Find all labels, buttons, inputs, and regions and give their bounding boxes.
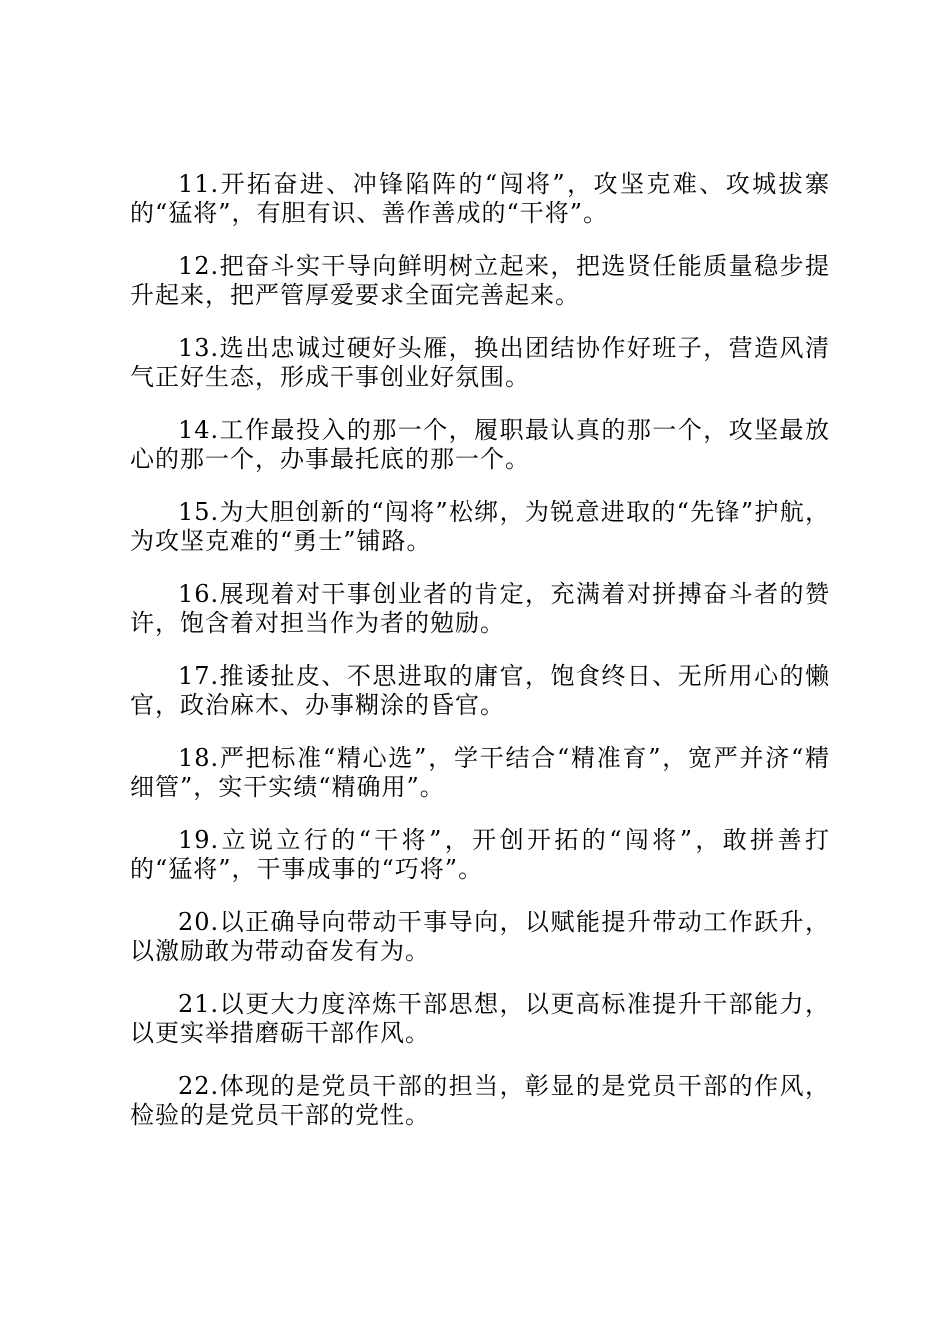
list-item: 16.展现着对干事创业者的肯定，充满着对拼搏奋斗者的赞许，饱含着对担当作为者的勉励。 (130, 580, 830, 637)
list-item: 22.体现的是党员干部的担当，彰显的是党员干部的作风，检验的是党员干部的党性。 (130, 1072, 830, 1129)
list-item: 13.选出忠诚过硬好头雁，换出团结协作好班子，营造风清气正好生态，形成干事创业好氛围。 (130, 334, 830, 391)
list-item: 14.工作最投入的那一个，履职最认真的那一个，攻坚最放心的那一个，办事最托底的那一个。 (130, 416, 830, 473)
list-item: 18.严把标准“精心选”，学干结合“精准育”，宽严并济“精细管”，实干实绩“精确用”。 (130, 744, 830, 801)
list-item: 19.立说立行的“干将”，开创开拓的“闯将”，敢拼善打的“猛将”，干事成事的“巧将”。 (130, 826, 830, 883)
list-item: 20.以正确导向带动干事导向，以赋能提升带动工作跃升，以激励敢为带动奋发有为。 (130, 908, 830, 965)
list-item: 21.以更大力度淬炼干部思想，以更高标准提升干部能力，以更实举措磨砺干部作风。 (130, 990, 830, 1047)
list-item: 17.推诿扯皮、不思进取的庸官，饱食终日、无所用心的懒官，政治麻木、办事糊涂的昏官。 (130, 662, 830, 719)
list-item: 12.把奋斗实干导向鲜明树立起来，把选贤任能质量稳步提升起来，把严管厚爱要求全面完善起来。 (130, 252, 830, 309)
list-item: 11.开拓奋进、冲锋陷阵的“闯将”，攻坚克难、攻城拔寨的“猛将”，有胆有识、善作善成的“干将”。 (130, 170, 830, 227)
document-body (130, 170, 830, 1154)
list-item: 15.为大胆创新的“闯将”松绑，为锐意进取的“先锋”护航，为攻坚克难的“勇士”铺路。 (130, 498, 830, 555)
